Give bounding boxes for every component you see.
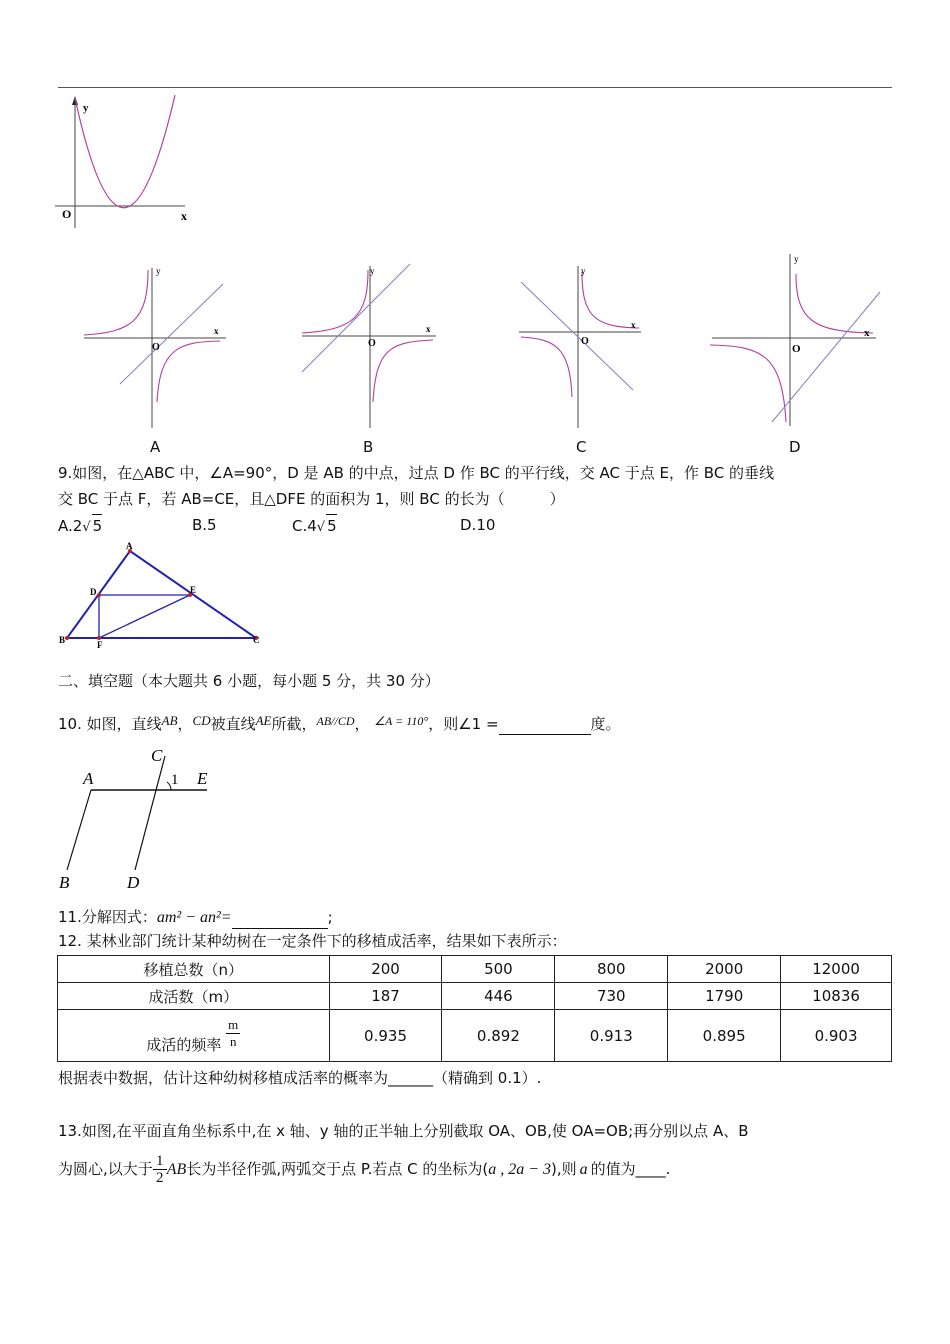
q10-text: 10. 如图，直线AB，CD被直线AE所截，$^{AB//CD}$， $^{\angle A = 110^\circ}$，则∠1 = 度。 [58,713,621,733]
q11-prefix: 11.分解因式： [58,908,157,926]
point-d-label: D [127,873,140,892]
q10-angle: ∠A = 110° [374,714,429,728]
q9-option-c: C.4√ 5 [292,514,337,539]
q13-line2 [58,1150,670,1189]
q13-coordinate: a , 2a − 3 [488,1161,552,1178]
line [302,264,410,372]
fraction-numerator: m [228,1017,239,1032]
table-cell: 500 [442,956,555,983]
frequency-label: 成活的频率 [146,1036,222,1054]
x-label: x [214,326,219,336]
q12-after-text: 根据表中数据，估计这种幼树移植成活率的概率为______（精确到 0.1）. [58,1069,542,1087]
q13-part: 长为半径作弧,两弧交于点 P.若点 C 的坐标为( [186,1160,489,1178]
option-letter-c: C [576,438,587,456]
half-fraction [153,1153,167,1186]
table-cell: 2000 [668,956,781,983]
point-c-label: C [253,635,260,645]
x-label: x [864,327,870,339]
table-row [58,956,892,983]
line [521,282,633,390]
q10-cd: CD [192,713,211,728]
table-cell: 0.913 [555,1010,668,1062]
table-cell: 446 [442,983,555,1010]
q13-line1: 13.如图,在平面直角坐标系中,在 x 轴、y 轴的正半轴上分别截取 OA、OB,使 OA=OB;再分别以点 A、B [58,1122,749,1140]
line-cd [135,756,165,870]
q10-ae: AE [255,713,272,728]
q10-part: ，则∠1 = [428,715,499,733]
q10-ab: AB [161,713,178,728]
table-cell: 730 [555,983,668,1010]
option-letter-b: B [363,438,374,456]
option-letter-a: A [150,438,161,456]
q9-option-c-radicand: 5 [326,514,337,537]
q9-triangle-figure [55,540,270,652]
table-cell: 0.935 [329,1010,442,1062]
point-e-label: E [190,585,197,595]
y-label: y [581,266,586,276]
q11-suffix: ; [327,908,333,926]
hyperbola-branch [710,345,786,422]
q13-ab: AB [166,1161,187,1178]
table-cell: 0.903 [781,1010,892,1062]
table-row [58,1010,892,1062]
table-row-label: 移植总数（n） [58,956,330,983]
hyperbola-branch [157,341,220,402]
q10-part: 所截， [271,715,317,733]
point-b-label: B [59,635,66,645]
table-cell: 0.895 [668,1010,781,1062]
q9-line2: 交 BC 于点 F，若 AB=CE，且△DFE 的面积为 1，则 BC 的长为（ ） [58,490,565,508]
fraction-denominator: n [229,1034,237,1049]
q10-part: 被直线 [210,715,256,733]
q12-text: 12. 某林业部门统计某种幼树在一定条件下的移植成活率，结果如下表所示： [58,932,567,950]
line-ab [67,790,91,870]
q13-part: ),则 [551,1160,577,1178]
table-cell: 800 [555,956,668,983]
section-2-heading: 二、填空题（本大题共 6 小题，每小题 5 分，共 30 分） [58,672,440,690]
q9-option-a-radicand: 5 [92,514,103,537]
q9-option-c-coef: C.4 [292,517,317,535]
hyperbola-branch [521,337,572,397]
y-label: y [156,266,161,276]
point-a-label: A [126,541,133,551]
table-row-label [58,1010,330,1062]
fraction-numerator: 1 [156,1153,164,1169]
origin-label: O [581,336,589,347]
y-label: y [83,102,89,114]
origin-label: O [152,342,160,353]
hyperbola-branch [302,270,368,333]
point-d-label: D [90,587,97,597]
point-f-label: F [97,640,103,650]
fraction-denominator: 2 [156,1170,164,1186]
q9-option-a: A.2√ 5 [58,514,102,539]
line [772,292,880,422]
parabola-graph [55,93,205,228]
q9-option-d: D.10 [460,516,496,534]
table-cell: 1790 [668,983,781,1010]
q10-comma: ， [177,715,193,733]
q13-part: 的值为____. [590,1160,671,1178]
point-e-label: E [197,769,208,788]
point-a-label: A [83,769,94,788]
table-cell: 0.892 [442,1010,555,1062]
q12-table [57,955,892,1062]
q13-part: 为圆心,以大于 [58,1160,153,1178]
q13-variable: a [579,1161,588,1178]
q11-answer-blank[interactable] [232,912,328,929]
y-label: y [370,266,375,276]
q9-option-b: B.5 [192,516,217,534]
q10-answer-blank[interactable] [499,718,591,735]
x-label: x [631,320,636,330]
q11-text [58,906,333,929]
q10-parallel: AB//CD [316,714,355,728]
q9-line1: 9.如图，在△ABC 中，∠A=90°，D 是 AB 的中点，过点 D 作 BC 的平行线，交 AC 于点 E，作 BC 的垂线 [58,464,775,482]
point-b-label: B [59,873,70,892]
option-graph-a [80,262,230,432]
x-label: x [426,324,431,334]
q10-figure [55,742,230,894]
x-label: x [181,209,187,223]
angle-1-label: 1 [171,772,179,788]
hyperbola-branch [796,274,873,333]
hyperbola-branch [84,270,148,335]
table-cell: 187 [329,983,442,1010]
option-graph-b [298,262,448,432]
q11-expression: am² − an²= [156,909,232,926]
option-graph-d [708,250,883,430]
header-rule [58,87,892,88]
origin-label: O [62,207,72,221]
table-row [58,983,892,1010]
q10-part: 度。 [590,715,621,733]
parabola-curve [75,95,175,208]
table-cell: 200 [329,956,442,983]
table-cell: 10836 [781,983,892,1010]
table-row-label: 成活数（m） [58,983,330,1010]
table-cell: 12000 [781,956,892,983]
origin-label: O [792,343,801,355]
y-label: y [794,254,799,264]
hyperbola-branch [373,340,433,402]
origin-label: O [368,338,376,349]
line [120,284,223,384]
option-graph-c [515,262,665,432]
segment-fe [99,595,190,638]
q10-part: 10. 如图，直线 [58,715,162,733]
option-letter-d: D [789,438,801,456]
q9-option-a-coef: A.2 [58,517,83,535]
m-over-n-fraction [226,1017,240,1050]
point-c-label: C [151,746,163,765]
